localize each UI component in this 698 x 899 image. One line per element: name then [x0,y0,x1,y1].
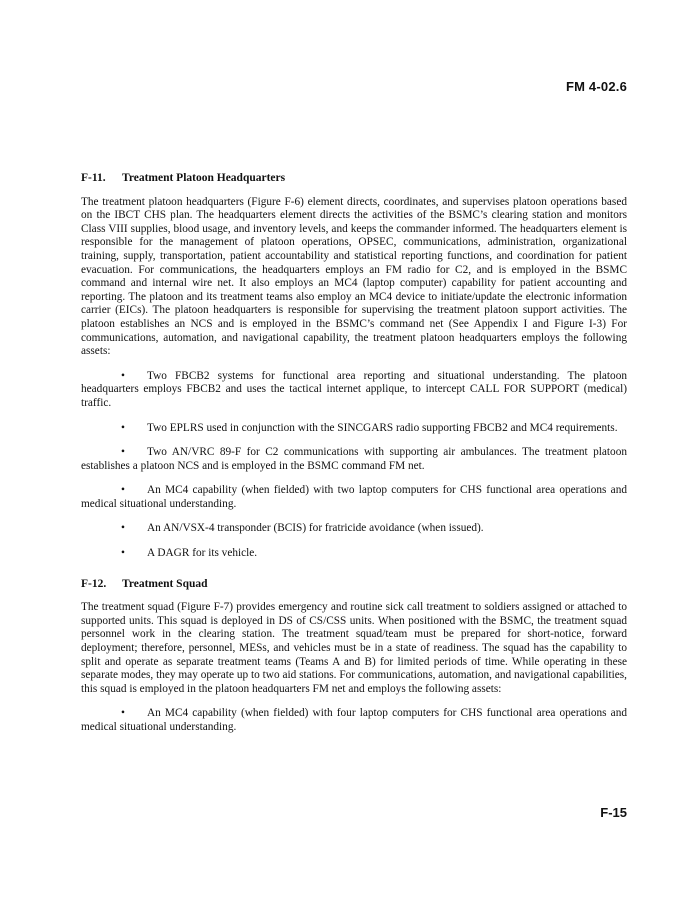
bullet-glyph: • [121,446,125,459]
section-number: F-11. [81,172,106,184]
bullet-glyph: • [121,421,125,434]
bullet-item [81,707,627,734]
bullet-item [81,370,627,411]
section-title: Treatment Squad [122,577,208,590]
bullet-text: An AN/VSX-4 transponder (BCIS) for fratricide avoidance (when issued). [147,522,484,535]
bullet-text: Two FBCB2 systems for functional area reporting and situational understanding. The platoon headquarters employs FBCB2 and uses the tactical internet applique, to intercept CALL FOR SUPPORT (medical) traffic. [81,369,627,409]
bullet-item [81,522,627,536]
section-number: F-12. [81,577,107,590]
bullet-glyph: • [121,522,125,535]
bullet-text: An MC4 capability (when fielded) with two laptop computers for CHS functional area operations and medical situational understanding. [81,484,627,510]
page-number: F-15 [600,805,627,820]
section-heading [81,578,627,592]
bullet-glyph: • [121,484,125,497]
bullet-glyph: • [121,707,125,720]
section-paragraph: The treatment squad (Figure F-7) provides emergency and routine sick call treatment to soldiers assigned or attached to supported units. This squad is deployed in DS of CS/CSS units. When positioned with the BSMC, the treatment squad personnel work in the clearing station. The treatment squad/team must be prepared for short-notice, forward deployment; therefore, personnel, MESs, and vehicles must be in a state of readiness. The squad has the capability to split and operate as separate treatment teams (Teams A and B) for limited periods of time. While operating in these separate modes, they may operate up to two aid stations. For communications, automation, and navigational capabilities, this squad is employed in the platoon headquarters FM net and employs the following assets: [81,601,627,695]
bullet-item [81,422,627,436]
bullet-text: Two AN/VRC 89-F for C2 communications with supporting air ambulances. The treatment platoon establishes a platoon NCS and is employed in the BSMC command FM net. [81,446,627,472]
bullet-item [81,484,627,511]
bullet-text: Two EPLRS used in conjunction with the SINCGARS radio supporting FBCB2 and MC4 requirements. [147,421,618,434]
page-body [81,172,627,746]
bullet-item [81,446,627,473]
bullet-item [81,547,627,561]
running-header: FM 4-02.6 [565,79,627,94]
bullet-glyph: • [121,369,125,382]
bullet-glyph: • [121,547,125,560]
section-title: Treatment Platoon Headquarters [122,172,286,184]
bullet-text: A DAGR for its vehicle. [147,547,258,560]
section-paragraph: The treatment platoon headquarters (Figure F-6) element directs, coordinates, and supervises platoon operations based on the IBCT CHS plan. The headquarters element directs the activities of the BSMC’s clearing station and monitors Class VIII supplies, blood usage, and inventory levels, and keeps the commander informed. The headquarters element is responsible for the management of platoon operations, OPSEC, communications, administration, organizational training, supply, transportation, patient accountability and statistical reporting functions, and coordination for patient evacuation. For communications, the headquarters employs an FM radio for C2, and is employed in the BSMC command and internal wire net. It also employs an MC4 (laptop computer) capability for patient accounting and reporting. The platoon and its treatment teams also employ an MC4 device to initiate/update the electronic information carrier (EICs). The platoon headquarters is responsible for supervising the treatment platoon support activities. The platoon establishes an NCS and is employed in the BSMC’s command net (See Appendix I and Figure I-3) For communications, automation, and navigational capability, the treatment platoon headquarters employs the following assets: [81,195,627,358]
section-heading [81,172,627,186]
bullet-text: An MC4 capability (when fielded) with four laptop computers for CHS functional area operations and medical situational understanding. [81,707,627,733]
